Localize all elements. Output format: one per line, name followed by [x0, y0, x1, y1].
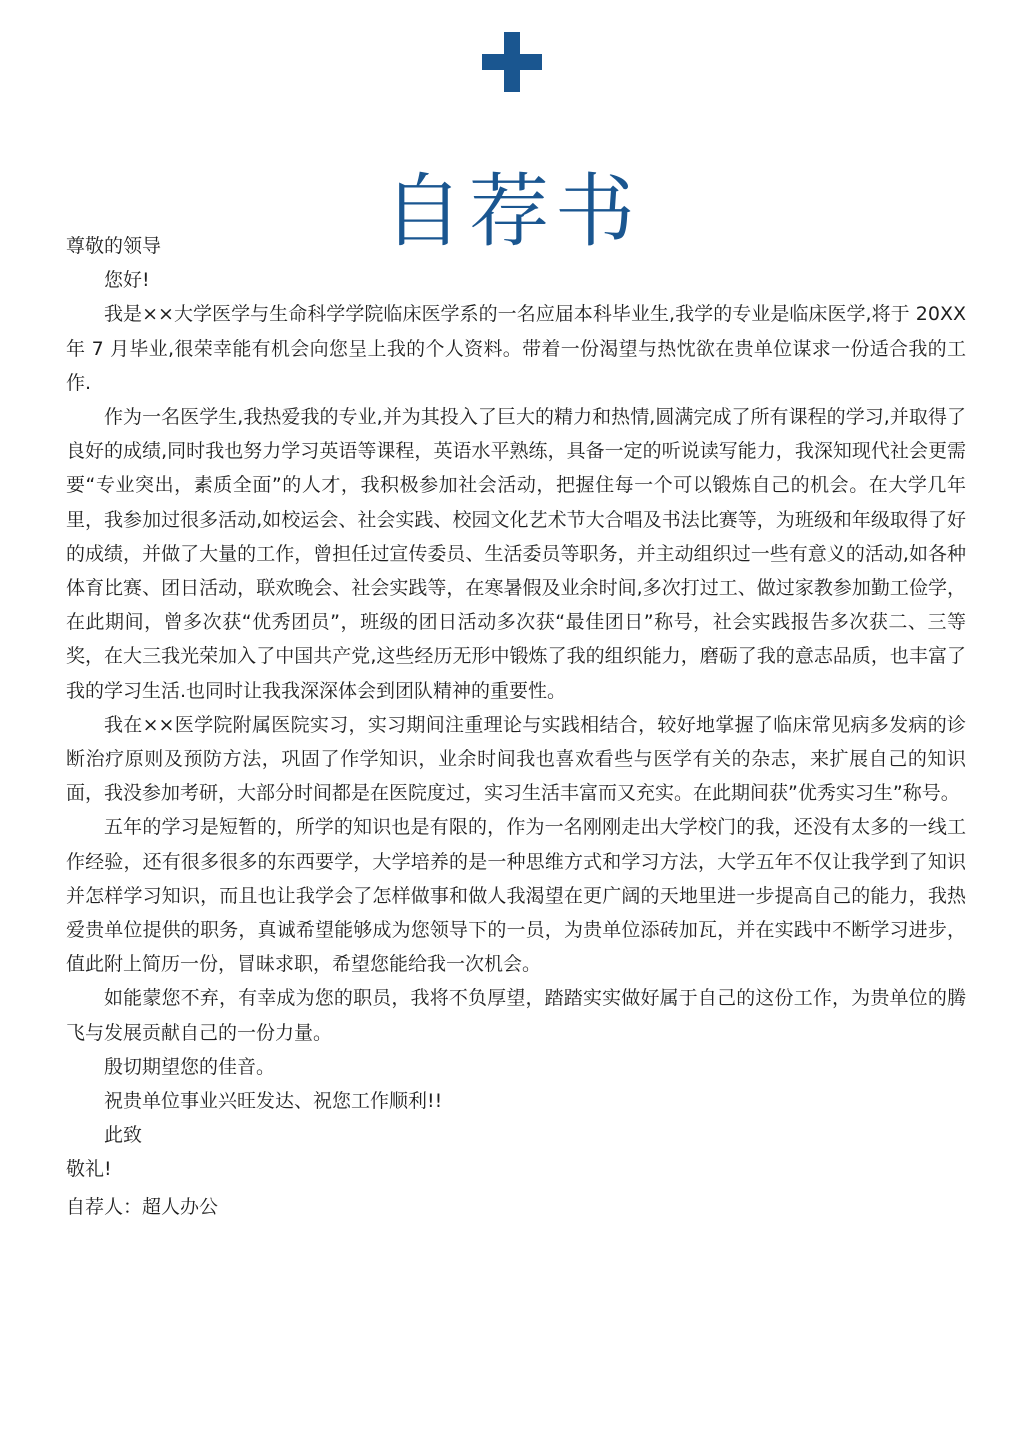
letter-body	[66, 229, 966, 1224]
page-title: 自荐书	[383, 164, 641, 258]
letter-paragraph: 如能蒙您不弃，有幸成为您的职员，我将不负厚望，踏踏实实做好属于自己的这份工作，为贵单位的腾飞与发展贡献自己的一份力量。	[66, 987, 966, 1044]
letter-paragraph: 我是××大学医学与生命科学学院临床医学系的一名应届本科毕业生,我学的专业是临床医学,将于 20XX 年 7 月毕业,很荣幸能有机会向您呈上我的个人资料。带着一份渴望与热忱欲在贵单位谋求一份适合我的工作.	[66, 303, 966, 394]
letter-paragraph: 殷切期望您的佳音。	[104, 1055, 276, 1078]
letter-paragraph: 祝贵单位事业兴旺发达、祝您工作顺利!!	[104, 1090, 443, 1113]
letter-paragraph: 此致	[104, 1124, 143, 1147]
signature: 自荐人：超人办公	[66, 1195, 219, 1218]
letter-paragraph: 我在××医学院附属医院实习，实习期间注重理论与实践相结合，较好地掌握了临床常见病多发病的诊断治疗原则及预防方法，巩固了作学知识，业余时间我也喜欢看些与医学有关的杂志，来扩展自己的知识面，我没参加考研，大部分时间都是在医院度过，实习生活丰富而又充实。在此期间获”优秀实习生”称号。	[66, 713, 966, 805]
letter-paragraph: 作为一名医学生,我热爱我的专业,并为其投入了巨大的精力和热情,圆满完成了所有课程的学习,并取得了良好的成绩,同时我也努力学习英语等课程，英语水平熟练，具备一定的听说读写能力，我深知现代社会更需要“专业突出，素质全面”的人才，我积极参加社会活动，把握住每一个可以锻炼自己的机会。在大学几年里，我参加过很多活动,如校运会、社会实践、校园文化艺术节大合唱及书法比赛等，为班级和年级取得了好的成绩，并做了大量的工作，曾担任过宣传委员、生活委员等职务，并主动组织过一些有意义的活动,如各种体育比赛、团日活动，联欢晚会、社会实践等，在寒暑假及业余时间,多次打过工、做过家教参加勤工俭学，在此期间，曾多次获“优秀团员”，班级的团日活动多次获“最佳团日”称号，社会实践报告多次获二、三等奖，在大三我光荣加入了中国共产党,这些经历无形中锻炼了我的组织能力，磨砺了我的意志品质，也丰富了我的学习生活.也同时让我我深深体会到团队精神的重要性。	[66, 406, 966, 702]
letter-paragraph: 五年的学习是短暂的，所学的知识也是有限的，作为一名刚刚走出大学校门的我，还没有太多的一线工作经验，还有很多很多的东西要学，大学培养的是一种思维方式和学习方法，大学五年不仅让我学到了知识并怎样学习知识，而且也让我学会了怎样做事和做人我渴望在更广阔的天地里进一步提高自己的能力，我热爱贵单位提供的职务，真诚希望能够成为您领导下的一员，为贵单位添砖加瓦，并在实践中不断学习进步，值此附上简历一份，冒昧求职，希望您能给我一次机会。	[66, 816, 966, 976]
greeting: 您好!	[104, 269, 150, 292]
salutation: 尊敬的领导	[66, 235, 162, 257]
closing: 敬礼!	[66, 1158, 112, 1181]
cross-icon	[482, 32, 542, 92]
